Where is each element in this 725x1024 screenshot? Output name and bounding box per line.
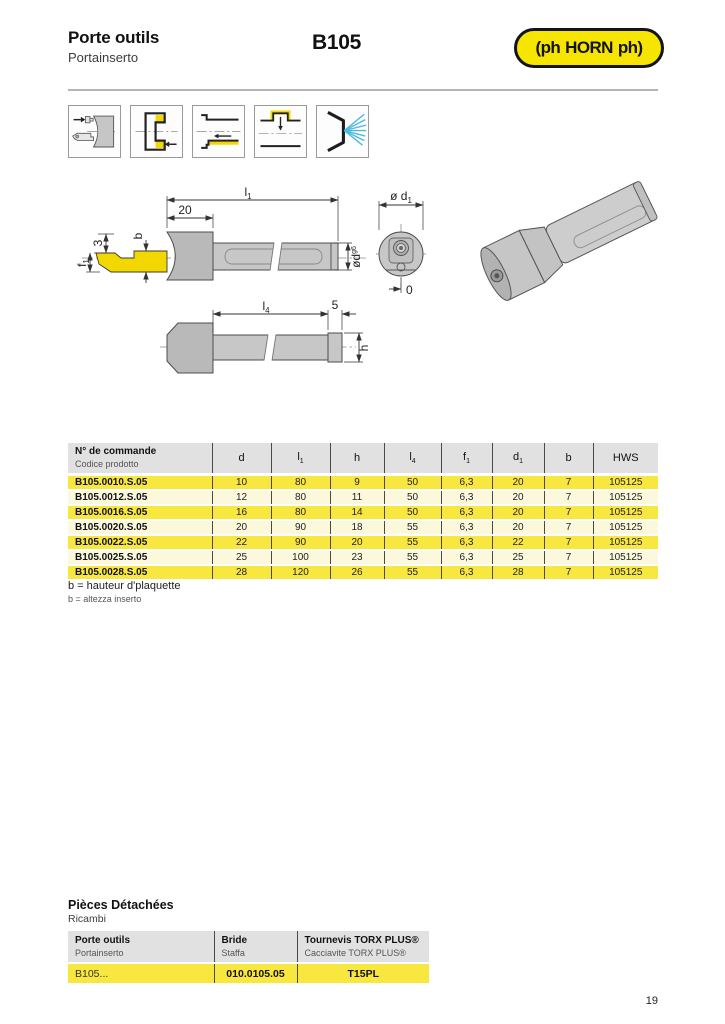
product-table-columns-row (68, 443, 658, 475)
value-cell: 105125 (593, 535, 658, 550)
clamp-screw-center (399, 246, 403, 250)
value-cell: 6,3 (441, 535, 492, 550)
horn-logo (514, 28, 664, 68)
value-cell: 55 (384, 550, 441, 565)
value-cell: 105125 (593, 550, 658, 565)
value-cell: 6,3 (441, 520, 492, 535)
value-cell: 7 (544, 520, 593, 535)
table-row (68, 490, 658, 505)
value-cell: 80 (271, 490, 330, 505)
value-cell: 105125 (593, 520, 658, 535)
value-cell: 120 (271, 565, 330, 580)
value-cell: 6,3 (441, 565, 492, 580)
table-row (68, 475, 658, 491)
spares-part-code: T15PL (297, 963, 429, 983)
value-cell: 90 (271, 520, 330, 535)
value-cell: 25 (212, 550, 271, 565)
spares-data-row (68, 963, 429, 983)
dim-3-label: 3 (91, 239, 105, 247)
spares-part-code: 010.0105.05 (214, 963, 297, 983)
tool-3d-render (475, 173, 661, 304)
dim-5-label: 5 (331, 298, 339, 312)
logo-part-name: HORN (565, 38, 613, 57)
value-cell: 105125 (593, 490, 658, 505)
table-row (68, 535, 658, 550)
value-cell: 18 (330, 520, 384, 535)
value-cell: 20 (492, 475, 544, 491)
dim-od-label: $ød^{g6}$ (349, 246, 363, 268)
value-cell: 105125 (593, 475, 658, 491)
value-cell: 10 (212, 475, 271, 491)
order-code: B105.0028.S.05 (68, 565, 212, 580)
order-code: B105.0020.S.05 (68, 520, 212, 535)
insert-height-note (68, 580, 181, 605)
spares-column-header: Bride Staffa (214, 931, 297, 963)
value-cell: 28 (492, 565, 544, 580)
value-cell: 7 (544, 505, 593, 520)
value-cell: 20 (492, 505, 544, 520)
value-cell: 26 (330, 565, 384, 580)
value-cell: 22 (492, 535, 544, 550)
insert-mounting-icon (68, 105, 121, 158)
order-code: B105.0016.S.05 (68, 505, 212, 520)
value-cell: 20 (492, 520, 544, 535)
value-cell: 6,3 (441, 490, 492, 505)
column-header-b: b (544, 443, 593, 475)
technical-drawing (68, 170, 700, 405)
carbide-insert (96, 251, 167, 272)
internal-turning-icon (192, 105, 245, 158)
value-cell: 105125 (593, 565, 658, 580)
dim-h-label: h (357, 344, 371, 352)
value-cell: 7 (544, 550, 593, 565)
dim-l1-label: $l_1$ (244, 185, 252, 201)
value-cell: 20 (492, 490, 544, 505)
dim-20-label: 20 (178, 203, 192, 217)
dim-l4-label: $l_4$ (262, 299, 270, 315)
column-header-h: h (330, 443, 384, 475)
value-cell: 90 (271, 535, 330, 550)
page-title: Porte outils (68, 28, 160, 47)
value-cell: 28 (212, 565, 271, 580)
value-cell: 25 (492, 550, 544, 565)
logo-part-left: (ph (535, 38, 561, 57)
page-heading (68, 29, 159, 65)
value-cell: 7 (544, 535, 593, 550)
application-pictograms (68, 105, 369, 158)
internal-grooving-icon (254, 105, 307, 158)
value-cell: 23 (330, 550, 384, 565)
page-subtitle: Portainserto (68, 49, 139, 65)
product-table-body (68, 475, 658, 581)
value-cell: 105125 (593, 505, 658, 520)
spares-holder-code: B105... (68, 963, 214, 983)
value-cell: 100 (271, 550, 330, 565)
spares-table (68, 931, 429, 983)
product-series-code: B105 (312, 31, 362, 54)
note-line-it: b = altezza inserto (68, 593, 142, 604)
spares-heading (68, 898, 174, 925)
value-cell: 12 (212, 490, 271, 505)
value-cell: 80 (271, 475, 330, 491)
spares-title-it: Ricambi (68, 913, 106, 925)
spares-column-header: Tournevis TORX PLUS® Cacciavite TORX PLUS® (297, 931, 429, 963)
order-code-header-it: Codice prodotto (75, 458, 139, 469)
order-code: B105.0022.S.05 (68, 535, 212, 550)
table-row (68, 520, 658, 535)
value-cell: 22 (212, 535, 271, 550)
table-row (68, 505, 658, 520)
shank-collar (328, 333, 342, 362)
value-cell: 6,3 (441, 550, 492, 565)
value-cell: 6,3 (441, 475, 492, 491)
value-cell: 55 (384, 565, 441, 580)
order-code-header-fr: N° de commande (75, 446, 157, 458)
column-header-hws: HWS (593, 443, 658, 475)
tool-head (167, 232, 213, 280)
value-cell: 16 (212, 505, 271, 520)
value-cell: 6,3 (441, 505, 492, 520)
column-header-order-code (68, 443, 212, 475)
order-code: B105.0012.S.05 (68, 490, 212, 505)
value-cell: 50 (384, 505, 441, 520)
value-cell: 50 (384, 475, 441, 491)
logo-part-right: ph) (617, 38, 643, 57)
dim-f1-label: $f_1$ (75, 259, 91, 267)
table-row (68, 565, 658, 580)
value-cell: 14 (330, 505, 384, 520)
clamp-bracket-icon (130, 105, 183, 158)
value-cell: 20 (330, 535, 384, 550)
value-cell: 11 (330, 490, 384, 505)
value-cell: 7 (544, 565, 593, 580)
table-row (68, 550, 658, 565)
column-header-f1: $f_1$ (441, 443, 492, 475)
value-cell: 80 (271, 505, 330, 520)
value-cell: 55 (384, 520, 441, 535)
product-table (68, 443, 658, 581)
spares-title-fr: Pièces Détachées (68, 898, 174, 912)
value-cell: 7 (544, 490, 593, 505)
dim-zero-label: 0 (406, 283, 413, 297)
dim-b-label: b (131, 232, 145, 240)
value-cell: 20 (212, 520, 271, 535)
column-header-l1: $l_1$ (271, 443, 330, 475)
order-code: B105.0025.S.05 (68, 550, 212, 565)
note-line-fr: b = hauteur d'plaquette (68, 580, 181, 592)
tool-head-top (167, 323, 213, 373)
value-cell: 55 (384, 535, 441, 550)
value-cell: 50 (384, 490, 441, 505)
column-header-d1: $d_1$ (492, 443, 544, 475)
value-cell: 9 (330, 475, 384, 491)
order-code: B105.0010.S.05 (68, 475, 212, 491)
column-header-l4: $l_4$ (384, 443, 441, 475)
spares-header-row (68, 931, 429, 963)
dim-od1-label: ø $d_1$ (390, 189, 412, 205)
spares-column-header: Porte outils Portainserto (68, 931, 214, 963)
coolant-spray-icon (316, 105, 369, 158)
column-header-d: d (212, 443, 271, 475)
header-divider (68, 89, 658, 91)
page-number: 19 (645, 995, 658, 1007)
value-cell: 7 (544, 475, 593, 491)
